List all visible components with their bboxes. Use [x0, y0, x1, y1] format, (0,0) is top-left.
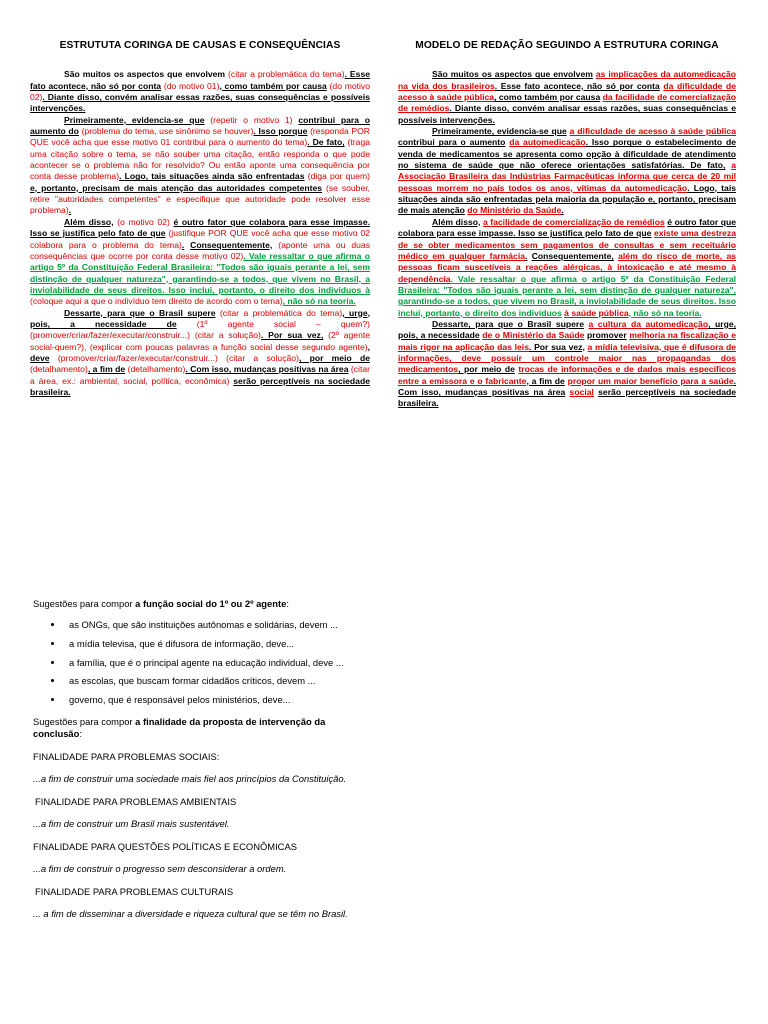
model-paragraph-conclusion: Dessarte, para que o Brasil supere a cultura da automedicação, urge, pois, a necessidade de o Ministério da Saúde promover melhoria na fiscalização e mais rigor na aplicação das leis. Por sua vez, a mídia televisiva, que é difusora de informações, deve possuir um controle maior nas propagandas dos medicamentos, por meio de trocas de informações e de dados mais específicos entre a emissora e o fabricante, a fim de propor um maior benefício para a saúde. Com isso, mudanças positivas na área social serão perceptíveis na sociedade brasileira. [398, 318, 737, 409]
agent-suggestions-list [33, 619, 373, 706]
template-paragraph-intro: São muitos os aspectos que envolvem (citar a problemática do tema). Esse fato acontece, não só por conta (do motivo 01), como também por causa (do motivo 02). Diante disso, convém analisar essas razões, suas consequências e possíveis intervenções. [30, 69, 371, 114]
template-paragraph-conclusion: Dessarte, para que o Brasil supere (citar a problemática do tema), urge, pois, a necessidade de (1º agente social – quem?) (promover/criar/fazer/executar/construir...) (citar a solução). Por sua vez, (2º agente social-quem?), (explicar com poucas palavras a função social desse segundo agente), deve (promover/criar/fazer/executar/construir...) (citar a solução), por meio de (detalhamento), a fim de (detalhamento). Com isso, mudanças positivas na área (citar a área, ex.: ambiental, social, política, econômica) serão perceptíveis na sociedade brasileira. [30, 307, 371, 397]
model-essay-column [398, 40, 736, 410]
template-title: ESTRUTUTA CORINGA DE CAUSAS E CONSEQUÊNCIAS [59, 40, 341, 51]
model-paragraph-intro: São muitos os aspectos que envolvem as implicações da automedicação na vida dos brasileiros. Esse fato acontece, não só por conta da dificuldade de acesso à saúde pública, como também por causa da facilidade de comercialização de remédios. Diante disso, convém analisar essas razões, suas consequências e possíveis intervenções. [398, 69, 737, 125]
finality-text-cultural: ... a fim de disseminar a diversidade e riqueza cultural que se têm no Brasil. [33, 908, 348, 920]
finality-text-social: ...a fim de construir uma sociedade mais fiel aos princípios da Constituição. [33, 773, 347, 785]
finality-text-environmental: ...a fim de construir um Brasil mais sustentável. [33, 818, 230, 830]
template-paragraph-dev2: Além disso, (o motivo 02) é outro fator que colabora para esse impasse. Isso se justifica pelo fato de que (justifique POR QUE você acha que esse motivo 02 colabora para o problema do tema). Consequentemente, (aponte uma ou duas consequências que ocorre por conta desse motivo 02). Vale ressaltar o que afirma o artigo 5º da Constituição Federal Brasileira: "Todos são iguais perante a lei, sem distinção de qualquer natureza", garantindo-se a todos, que vivem no Brasil, a inviolabilidade de seus direitos. Isso inclui, portanto, o direito dos indivíduos à (coloque aqui a que o indivíduo tem direito de acordo com o tema), não só na teoria. [30, 216, 371, 307]
agent-suggestions-heading: Sugestões para compor a função social do 1º ou 2º agente: [33, 598, 289, 609]
model-paragraph-dev2: Além disso, a facilidade de comercialização de remédios é outro fator que colabora para esse impasse. Isso se justifica pelo fato de que existe uma destreza de se obter medicamentos sem pagamentos de consultas e sem receituário médico em qualquer farmácia. Consequentemente, além do risco de morte, as pessoas ficam suscetíveis a reações alérgicas, à intoxicação e até mesmo à dependência. Vale ressaltar o que afirma o artigo 5º da Constituição Federal Brasileira: "Todos são iguais perante a lei, sem distinção de qualquer natureza", garantindo-se a todos, que vivem no Brasil, a inviolabilidade de seus direitos. Isso inclui, portanto, o direito dos indivíduos à saúde pública, não só na teoria. [398, 216, 737, 318]
finality-heading-cultural: FINALIDADE PARA PROBLEMAS CULTURAIS [35, 886, 234, 898]
list-item: • a família, que é o principal agente na educação individual, deve ... [64, 657, 373, 669]
list-item: • as ONGs, que são instituições autônomas e solidárias, devem ... [64, 619, 373, 631]
template-paragraph-dev1: Primeiramente, evidencia-se que (repetir o motivo 1) contribui para o aumento do (problema do tema, use sinônimo se houver). Isso porque (responda POR QUE você acha que esse motivo 01 contribui para o aumento do tema). De fato, (traga uma citação sobre o tema, se não souber uma citação, então responda o que pode acontecer se o problema não for resolvido? Ou então aponte uma consequência por conta desse problema). Logo, tais situações ainda são enfrentadas (diga por quem) e, portanto, precisam de mais atenção das autoridades competentes (se souber, retire "autoridades competentes" e especifique que autoridade pode resolver esse problema). [30, 114, 371, 216]
list-item: • governo, que é responsável pelos ministérios, deve... [64, 694, 373, 706]
list-item: • as escolas, que buscam formar cidadãos críticos, devem ... [64, 675, 373, 687]
model-paragraph-dev1: Primeiramente, evidencia-se que a dificuldade de acesso à saúde pública contribui para o aumento da automedicação. Isso porque o estabelecimento de venda de medicamentos se apresenta como opção à dificuldade de atendimento no sistema de saúde que não oferece orientações satisfatórias. De fato, a Associação Brasileira das Indústrias Farmacêuticas informa que cerca de 20 mil pessoas morrem no país todos os anos, vítimas da automedicação. Logo, tais situações ainda são enfrentadas pela maioria da população e, portanto, precisam de mais atenção do Ministério da Saúde. [398, 126, 737, 216]
template-column [30, 40, 370, 398]
finality-text-political-economic: ...a fim de construir o progresso sem desconsiderar a ordem. [33, 863, 287, 875]
model-essay-title: MODELO DE REDAÇÃO SEGUINDO A ESTRUTURA CORINGA [415, 40, 719, 51]
finality-suggestions-heading: Sugestões para compor a finalidade da proposta de intervenção da conclusão: [33, 716, 326, 740]
finality-heading-environmental: FINALIDADE PARA PROBLEMAS AMBIENTAIS [35, 796, 237, 808]
list-item: • a mídia televisa, que é difusora de informação, deve... [64, 638, 373, 650]
finality-heading-political-economic: FINALIDADE PARA QUESTÕES POLÍTICAS E ECONÔMICAS [33, 841, 297, 853]
finality-heading-social: FINALIDADE PARA PROBLEMAS SOCIAIS: [33, 751, 220, 763]
suggestions-section [33, 598, 373, 930]
